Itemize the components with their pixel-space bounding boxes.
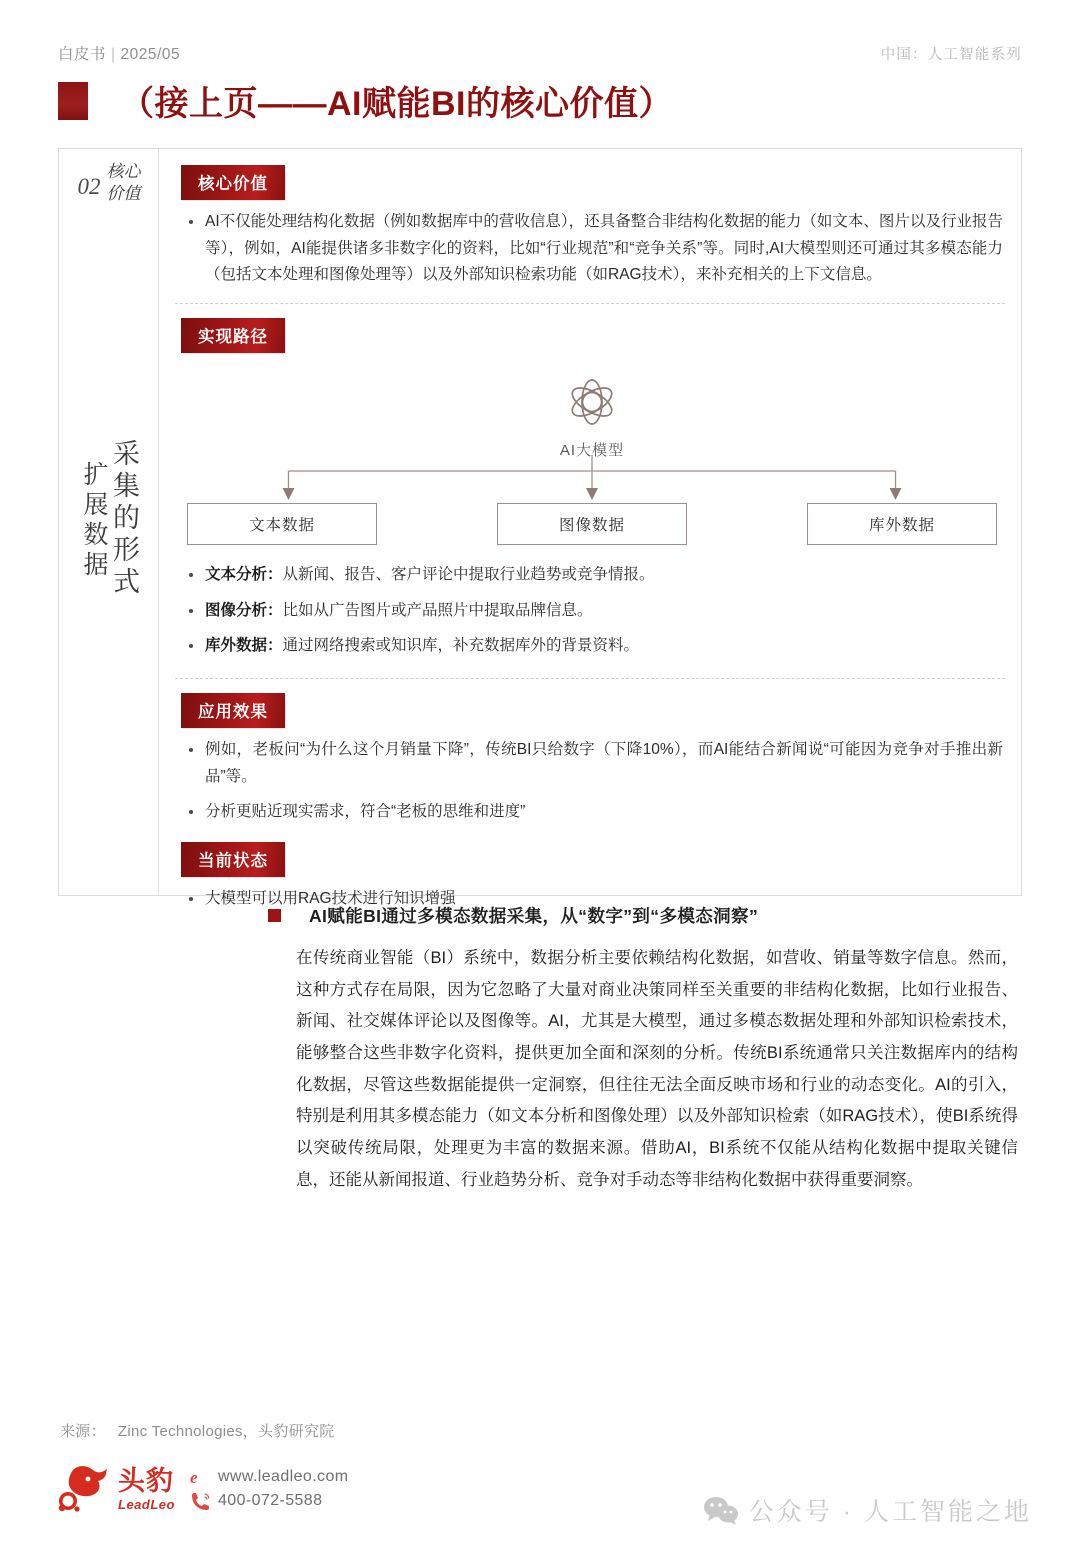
diagram-boxes-row bbox=[181, 503, 1003, 545]
bullet-lead: 库外数据： bbox=[205, 637, 283, 655]
header-doc-type: 白皮书 bbox=[58, 46, 107, 63]
section-number-label-line2: 价值 bbox=[106, 184, 141, 204]
diagram-root-node bbox=[181, 369, 1003, 460]
core-value-paragraph: AI不仅能处理结构化数据（例如数据库中的营收信息），还具备整合非结构化数据的能力（如文本、图片以及行业报告等），例如，AI能提供诸多非数字化的资料，比如“行业规范”和“竞争关系”等。同时,AI大模型则还可通过其多模态能力（包括文本处理和图像处理等）以及外部知识检索功能（如RAG技术），来补充相关的上下文信息。 bbox=[205, 213, 1003, 284]
section-number-label-line1: 核心 bbox=[106, 162, 141, 181]
vertical-title-col1: 采集的形式 bbox=[109, 439, 139, 599]
bullet-text: 大模型可以用RAG技术进行知识增强 bbox=[205, 889, 456, 907]
section-application-effect bbox=[159, 679, 1021, 826]
badge-core-value: 核心价值 bbox=[181, 165, 285, 200]
subtitle-marker-square bbox=[268, 909, 281, 922]
analysis-subtitle-row bbox=[268, 903, 758, 928]
application-effect-list bbox=[181, 737, 1003, 826]
section-number-label bbox=[107, 161, 141, 206]
logo-en-text: LeadLeo bbox=[118, 1496, 175, 1512]
wechat-account-text: 公众号 · 人工智能之地 bbox=[748, 1498, 1032, 1526]
footer-contact-block bbox=[189, 1467, 349, 1511]
card-right-content bbox=[159, 149, 1021, 907]
section-number-block bbox=[59, 161, 159, 206]
svg-text:e: e bbox=[189, 1468, 198, 1487]
header-series-label: 中国：人工智能系列 bbox=[880, 46, 1022, 63]
analysis-paragraph: 在传统商业智能（BI）系统中，数据分析主要依赖结构化数据，如营收、销量等数字信息。然而，这种方式存在局限，因为它忽略了大量对商业决策同样至关重要的非结构化数据，比如行业报告、新闻、社交媒体评论以及图像等。AI，尤其是大模型，通过多模态数据处理和外部知识检索技术，能够整合这些非数字化资料，提供更加全面和深刻的分析。传统BI系统通常只关注数据库内的结构化数据，尽管这些数据能提供一定洞察，但往往无法全面反映市场和行业的动态变化。AI的引入，特别是利用其多模态能力（如文本分析和图像处理）以及外部知识检索（如RAG技术），使BI系统得以突破传统局限，处理更为丰富的数据来源。借助AI，BI系统不仅能从结构化数据中提取关键信息，还能从新闻报道、行业趋势分析、竞争对手动态等非结构化数据中获得重要洞察。 bbox=[296, 949, 1018, 1189]
diagram-box-image-data: 图像数据 bbox=[497, 503, 687, 545]
card-left-rail bbox=[59, 149, 159, 895]
badge-application-effect: 应用效果 bbox=[181, 693, 285, 728]
section-number: 02 bbox=[77, 174, 101, 199]
list-item bbox=[181, 209, 1003, 289]
bullet-lead: 文本分析： bbox=[205, 565, 283, 583]
list-item bbox=[181, 737, 1003, 790]
header-date: 2025/05 bbox=[120, 46, 181, 63]
header-divider: | bbox=[111, 46, 116, 63]
phone-icon bbox=[189, 1491, 211, 1511]
list-item bbox=[181, 562, 1003, 589]
ai-atom-icon bbox=[559, 369, 625, 435]
bullet-text: 例如，老板问“为什么这个月销量下降”，传统BI只给数字（下降10%），而AI能结合新闻说“可能因为竞争对手推出新品”等。 bbox=[205, 740, 1003, 785]
page-title: （接上页——AI赋能BI的核心价值） bbox=[120, 85, 673, 123]
bullet-lead: 图像分析： bbox=[205, 601, 283, 619]
logo-cn-text: 头豹 bbox=[118, 1465, 174, 1496]
diagram-box-text-data: 文本数据 bbox=[187, 503, 377, 545]
page-title-row bbox=[58, 76, 673, 125]
footer-phone-line bbox=[189, 1491, 349, 1511]
list-item bbox=[181, 633, 1003, 660]
globe-e-icon bbox=[189, 1467, 211, 1487]
source-value: Zinc Technologies，头豹研究院 bbox=[117, 1423, 335, 1440]
badge-implementation-path: 实现路径 bbox=[181, 318, 285, 353]
leadleo-wordmark bbox=[118, 1465, 175, 1512]
badge-current-status: 当前状态 bbox=[181, 842, 285, 877]
content-card bbox=[58, 148, 1022, 907]
footer-website-text: www.leadleo.com bbox=[217, 1468, 349, 1485]
wechat-icon bbox=[703, 1495, 739, 1525]
implementation-path-list bbox=[181, 562, 1003, 660]
title-marker-square bbox=[58, 82, 88, 120]
source-line bbox=[60, 1420, 335, 1441]
diagram-root-label: AI大模型 bbox=[559, 441, 625, 459]
list-item bbox=[181, 799, 1003, 826]
bullet-text: 通过网络搜索或知识库，补充数据库外的背景资料。 bbox=[282, 637, 640, 655]
diagram-connectors bbox=[181, 455, 1003, 501]
vertical-title bbox=[59, 439, 159, 599]
section-current-status bbox=[159, 826, 1021, 913]
footer-website-line[interactable] bbox=[189, 1467, 349, 1487]
bullet-text: 比如从广告图片或产品照片中提取品牌信息。 bbox=[282, 601, 593, 619]
bullet-text: 从新闻、报告、客户评论中提取行业趋势或竞争情报。 bbox=[282, 565, 655, 583]
bullet-text: 分析更贴近现实需求，符合“老板的思维和进度” bbox=[205, 803, 526, 821]
section-core-value bbox=[159, 149, 1021, 289]
page-header bbox=[58, 40, 1022, 66]
multimodal-data-diagram bbox=[181, 363, 1003, 553]
wechat-account-row bbox=[703, 1492, 1032, 1528]
footer-logo-row bbox=[58, 1463, 348, 1515]
vertical-title-col2: 扩展数据 bbox=[80, 461, 107, 581]
header-left bbox=[58, 42, 180, 64]
analysis-subtitle: AI赋能BI通过多模态数据采集，从“数字”到“多模态洞察” bbox=[309, 906, 759, 926]
diagram-box-external-data: 库外数据 bbox=[807, 503, 997, 545]
list-item bbox=[181, 598, 1003, 625]
section-implementation-path bbox=[159, 304, 1021, 660]
source-label: 来源： bbox=[60, 1423, 106, 1440]
core-value-list bbox=[181, 209, 1003, 289]
footer-phone-text: 400-072-5588 bbox=[217, 1492, 323, 1509]
leadleo-leopard-logo-icon bbox=[58, 1463, 114, 1515]
